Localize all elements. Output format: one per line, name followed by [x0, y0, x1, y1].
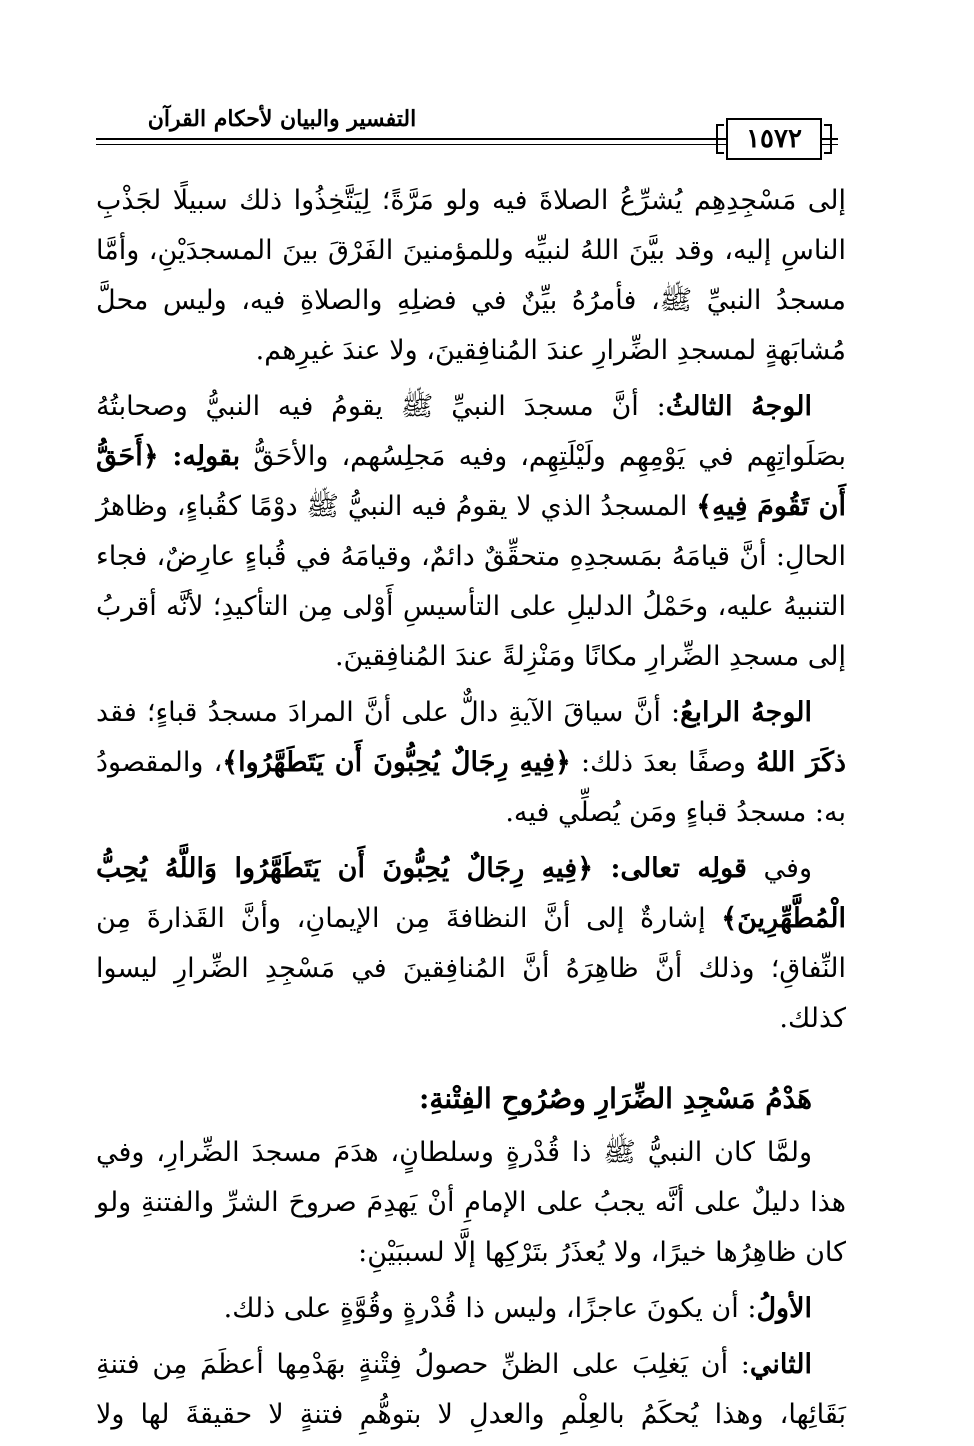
paragraph-text: وفي	[746, 853, 812, 884]
paragraph-6	[96, 1284, 846, 1334]
paragraph-text: : أن يَغلِبَ على الظنِّ حصولُ فِتْنةٍ بهَدْمِها أعظَمَ مِن فتنةِ بَقَائِها، وهذا يُحكَمُ بالعِلْمِ والعدلِ لا بتوهُّمِ فتنةٍ لا حقيقةَ لها ولا	[96, 1349, 846, 1430]
quran-quote: ﴿فِيهِ رِجَالٌ يُحِبُّونَ أَن يَتَطَهَّرُوا﴾	[222, 747, 571, 778]
page-number: ١٥٧٢	[746, 124, 802, 154]
paragraph-text: : أن يكونَ عاجزًا، وليس ذا قُدْرةٍ وقُوَّةٍ على ذلك.	[223, 1293, 757, 1324]
point-label: الأولُ	[756, 1293, 812, 1324]
paragraph-4	[96, 844, 846, 1044]
paragraph-text: : أنَّ سياقَ الآيةِ دالٌّ على أنَّ المرادَ مسجدُ قباءٍ؛ فقد	[96, 697, 681, 728]
paragraph-7	[96, 1340, 846, 1440]
quran-quote: قولِه تعالى: ﴿فِيهِ رِجَالٌ يُحِبُّونَ أَن يَتَطَهَّرُوا وَاللَّهُ يُحِبُّ الْمُطَّهِّرِينَ﴾	[96, 853, 846, 934]
emphasis: ذكَرَ اللهُ	[756, 747, 846, 778]
quran-quote: بقولِه: ﴿أَحَقُّ أَن تَقُومَ فِيهِ﴾	[96, 441, 846, 522]
page-number-frame	[726, 118, 822, 160]
paragraph-5	[96, 1128, 846, 1278]
paragraph-text-cont: وصفًا بعدَ ذلك:	[570, 747, 757, 778]
body-text	[96, 176, 846, 1446]
paragraph-3	[96, 688, 846, 838]
paragraph-2	[96, 382, 846, 682]
paragraph-1	[96, 176, 846, 376]
paragraph-text: إلى مَسْجِدِهِم يُشرِّعُ الصلاةَ فيه ولو مَرَّةً؛ لِيَتَّخِذُوا ذلك سبيلًا لجَذْبِ الناسِ إليه، وقد بيَّنَ اللهُ لنبيِّه وللمؤمنينَ الفَرْقَ بينَ المسجدَيْنِ، وأمَّا مسجدُ النبيِّ ﷺ، فأمرُهُ بيِّنٌ في فضلِهِ والصلاةِ فيه، وليس محلَّ مُشابَهةٍ لمسجدِ الضِّرارِ عندَ المُنافِقينَ، ولا عندَ غيرِهم.	[96, 185, 846, 366]
paragraph-text-cont: إشارةٌ إلى أنَّ النظافةَ مِن الإيمانِ، وأنَّ القَذارةَ مِن النِّفاقِ؛ وذلك أنَّ ظاهِرَهُ أنَّ المُنافِقينَ في مَسْجِدِ الضِّرارِ ليسوا كذلك.	[96, 903, 846, 1034]
page-header	[96, 98, 838, 158]
point-label: الثاني	[749, 1349, 812, 1380]
point-label: الوجهُ الثالثُ	[665, 391, 812, 422]
paragraph-text: : أنَّ مسجدَ النبيِّ ﷺ يقومُ فيه النبيُّ وصحابتُهُ بصَلَواتِهِم في يَوْمِهِم ولَيْلَتِهِم، وفيه مَجلِسُهم، والأحَقُّ	[96, 391, 846, 472]
paragraph-text-cont: المسجدُ الذي لا يقومُ فيه النبيُّ ﷺ دوْمًا كقُباءٍ، وظاهرُ الحالِ: أنَّ قيامَهُ بمَسجدِهِ متحقِّقٌ دائمٌ، وقيامَهُ في قُباءٍ عارِضٌ، فجاء التنبيهُ عليه، وحَمْلُ الدليلِ على التأسيسِ أَوْلى مِن التأكيدِ؛ لأنَّه أقربُ إلى مسجدِ الضِّرارِ مكانًا ومَنْزِلةً عندَ المُنافِقينَ.	[96, 491, 846, 672]
paragraph-text: ولمَّا كان النبيُّ ﷺ ذا قُدْرةٍ وسلطانٍ، هدَمَ مسجدَ الضِّرارِ، وفي هذا دليلٌ على أنَّه يجبُ على الإمامِ أنْ يَهدِمَ صروحَ الشرِّ والفتنةِ ولو كان ظاهِرُها خيرًا، ولا يُعذَرُ بتَرْكِها إلَّا لسببَيْنِ:	[96, 1137, 846, 1268]
section-heading: هَدْمُ مَسْجِدِ الضِّرَارِ وصُرُوحِ الفِتْنةِ:	[419, 1082, 812, 1115]
paragraph-text-end: ، والمقصودُ به: مسجدُ قباءٍ ومَن يُصلِّي فيه.	[96, 747, 846, 828]
book-title: التفسير والبيان لأحكام القرآن	[96, 102, 468, 136]
point-label: الوجهُ الرابعُ	[680, 697, 812, 728]
